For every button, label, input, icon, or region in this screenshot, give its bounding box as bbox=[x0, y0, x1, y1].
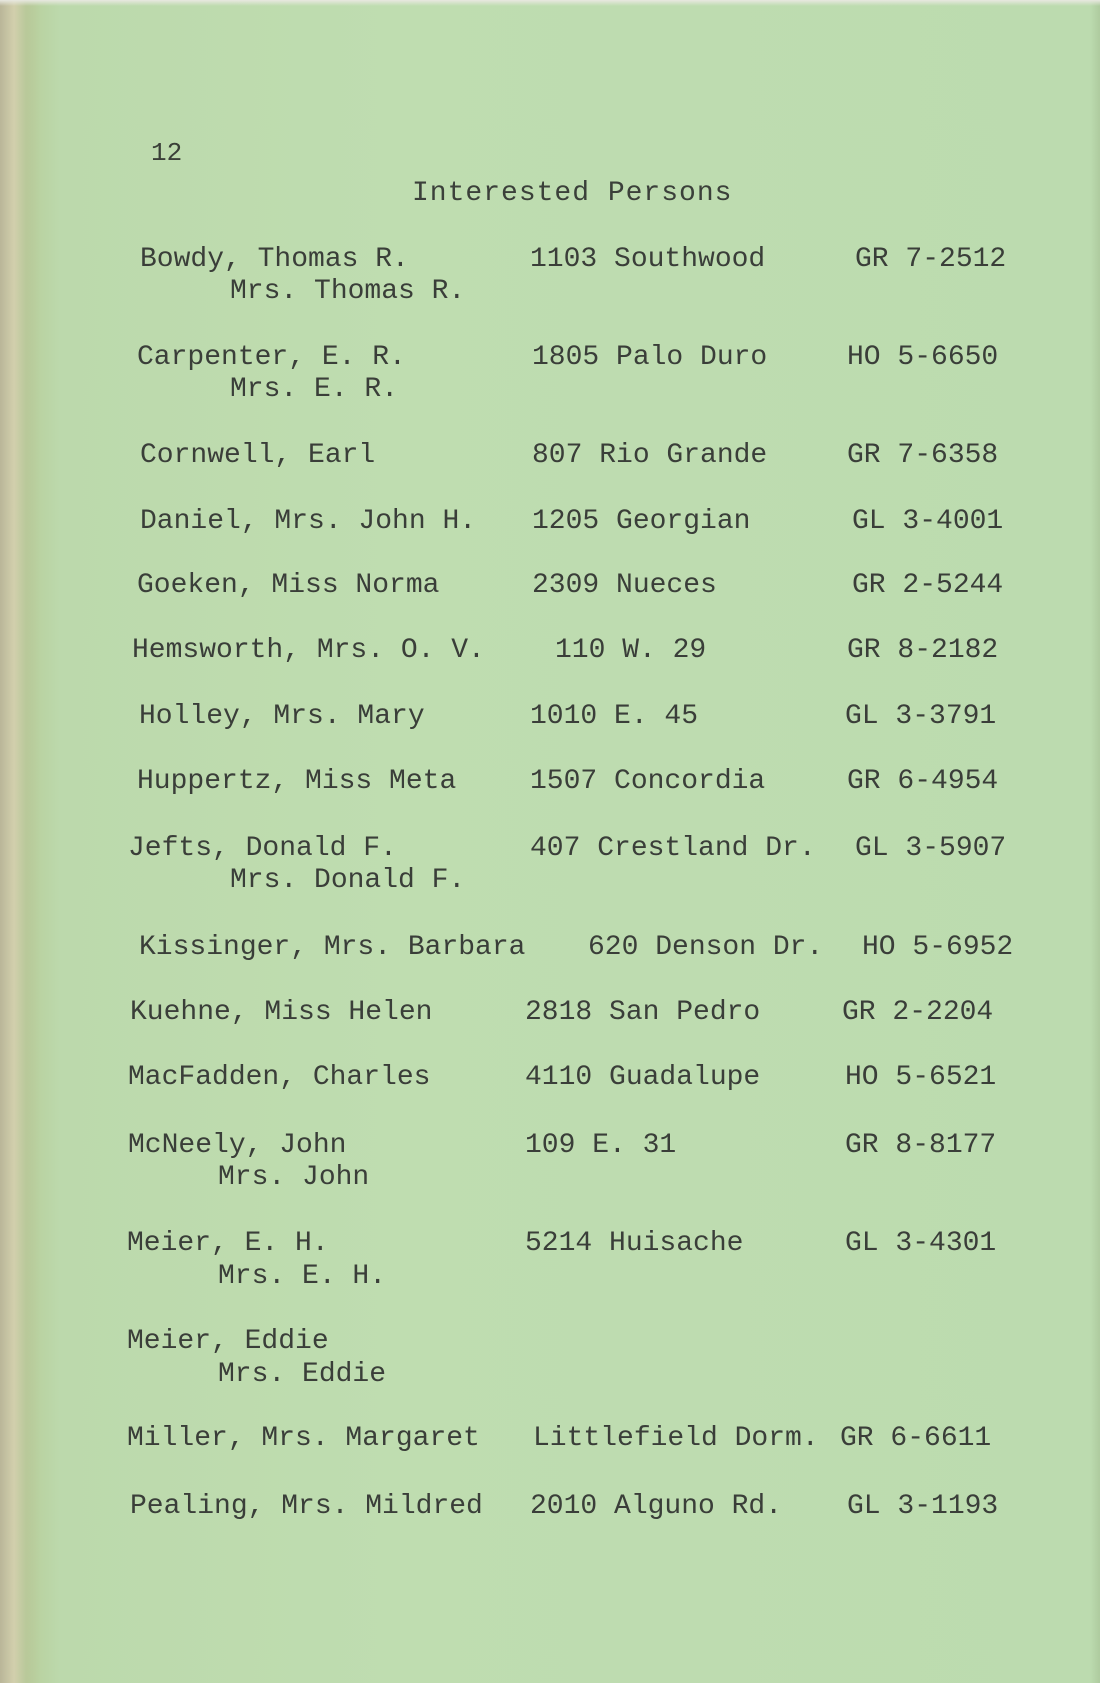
entry-name: Kissinger, Mrs. Barbara bbox=[139, 932, 526, 963]
entry-name: Miller, Mrs. Margaret bbox=[127, 1423, 480, 1454]
entry-address: 1205 Georgian bbox=[532, 506, 751, 537]
entry-spouse: Mrs. Eddie bbox=[218, 1359, 387, 1390]
entry-address: 109 E. 31 bbox=[525, 1130, 677, 1161]
entry-name: Daniel, Mrs. John H. bbox=[140, 506, 477, 537]
entry-spouse: Mrs. E. H. bbox=[218, 1261, 387, 1292]
entry-phone: GR 6-4954 bbox=[847, 766, 999, 797]
page-number: 12 bbox=[151, 138, 183, 168]
entry-spouse: Mrs. Thomas R. bbox=[230, 276, 466, 307]
entry-address: 1507 Concordia bbox=[530, 766, 766, 797]
entry-name: Meier, E. H. bbox=[127, 1228, 329, 1259]
entry-name: Carpenter, E. R. bbox=[137, 342, 406, 373]
entry-phone: GR 6-6611 bbox=[840, 1423, 992, 1454]
entry-phone: GR 8-8177 bbox=[845, 1130, 997, 1161]
entry-name: Huppertz, Miss Meta bbox=[137, 766, 457, 797]
entry-phone: HO 5-6952 bbox=[862, 932, 1014, 963]
entry-name: Kuehne, Miss Helen bbox=[130, 997, 433, 1028]
entry-name: Pealing, Mrs. Mildred bbox=[130, 1491, 483, 1522]
entry-spouse: Mrs. John bbox=[218, 1162, 370, 1193]
entry-phone: HO 5-6650 bbox=[847, 342, 999, 373]
page-binding-edge bbox=[0, 0, 40, 1683]
entry-name: MacFadden, Charles bbox=[128, 1062, 431, 1093]
page-title: Interested Persons bbox=[412, 178, 733, 209]
entry-spouse: Mrs. Donald F. bbox=[230, 865, 466, 896]
entry-spouse: Mrs. E. R. bbox=[230, 374, 399, 405]
entry-name: Jefts, Donald F. bbox=[128, 833, 397, 864]
entry-address: 2309 Nueces bbox=[532, 570, 717, 601]
entry-address: 407 Crestland Dr. bbox=[530, 833, 816, 864]
entry-address: 1103 Southwood bbox=[530, 244, 766, 275]
entry-address: 110 W. 29 bbox=[555, 635, 707, 666]
entry-name: Bowdy, Thomas R. bbox=[140, 244, 409, 275]
entry-phone: GL 3-3791 bbox=[845, 701, 997, 732]
page-top-edge bbox=[0, 0, 1100, 6]
entry-name: Hemsworth, Mrs. O. V. bbox=[132, 635, 485, 666]
entry-address: 620 Denson Dr. bbox=[588, 932, 824, 963]
entry-phone: GR 2-5244 bbox=[852, 570, 1004, 601]
entry-address: Littlefield Dorm. bbox=[533, 1423, 819, 1454]
entry-phone: GR 7-6358 bbox=[847, 440, 999, 471]
entry-phone: GL 3-4301 bbox=[845, 1228, 997, 1259]
entry-address: 2818 San Pedro bbox=[525, 997, 761, 1028]
entry-phone: GR 8-2182 bbox=[847, 635, 999, 666]
entry-phone: GL 3-4001 bbox=[852, 506, 1004, 537]
entry-name: Cornwell, Earl bbox=[140, 440, 376, 471]
entry-name: Goeken, Miss Norma bbox=[137, 570, 440, 601]
entry-address: 2010 Alguno Rd. bbox=[530, 1491, 783, 1522]
entry-phone: HO 5-6521 bbox=[845, 1062, 997, 1093]
entry-name: Meier, Eddie bbox=[127, 1326, 329, 1357]
entry-address: 5214 Huisache bbox=[525, 1228, 744, 1259]
entry-address: 1010 E. 45 bbox=[530, 701, 699, 732]
entry-address: 1805 Palo Duro bbox=[532, 342, 768, 373]
entry-phone: GL 3-1193 bbox=[847, 1491, 999, 1522]
entry-phone: GL 3-5907 bbox=[855, 833, 1007, 864]
entry-address: 807 Rio Grande bbox=[532, 440, 768, 471]
entry-phone: GR 2-2204 bbox=[842, 997, 994, 1028]
entry-name: McNeely, John bbox=[128, 1130, 347, 1161]
entry-phone: GR 7-2512 bbox=[855, 244, 1007, 275]
entry-address: 4110 Guadalupe bbox=[525, 1062, 761, 1093]
entry-name: Holley, Mrs. Mary bbox=[139, 701, 425, 732]
